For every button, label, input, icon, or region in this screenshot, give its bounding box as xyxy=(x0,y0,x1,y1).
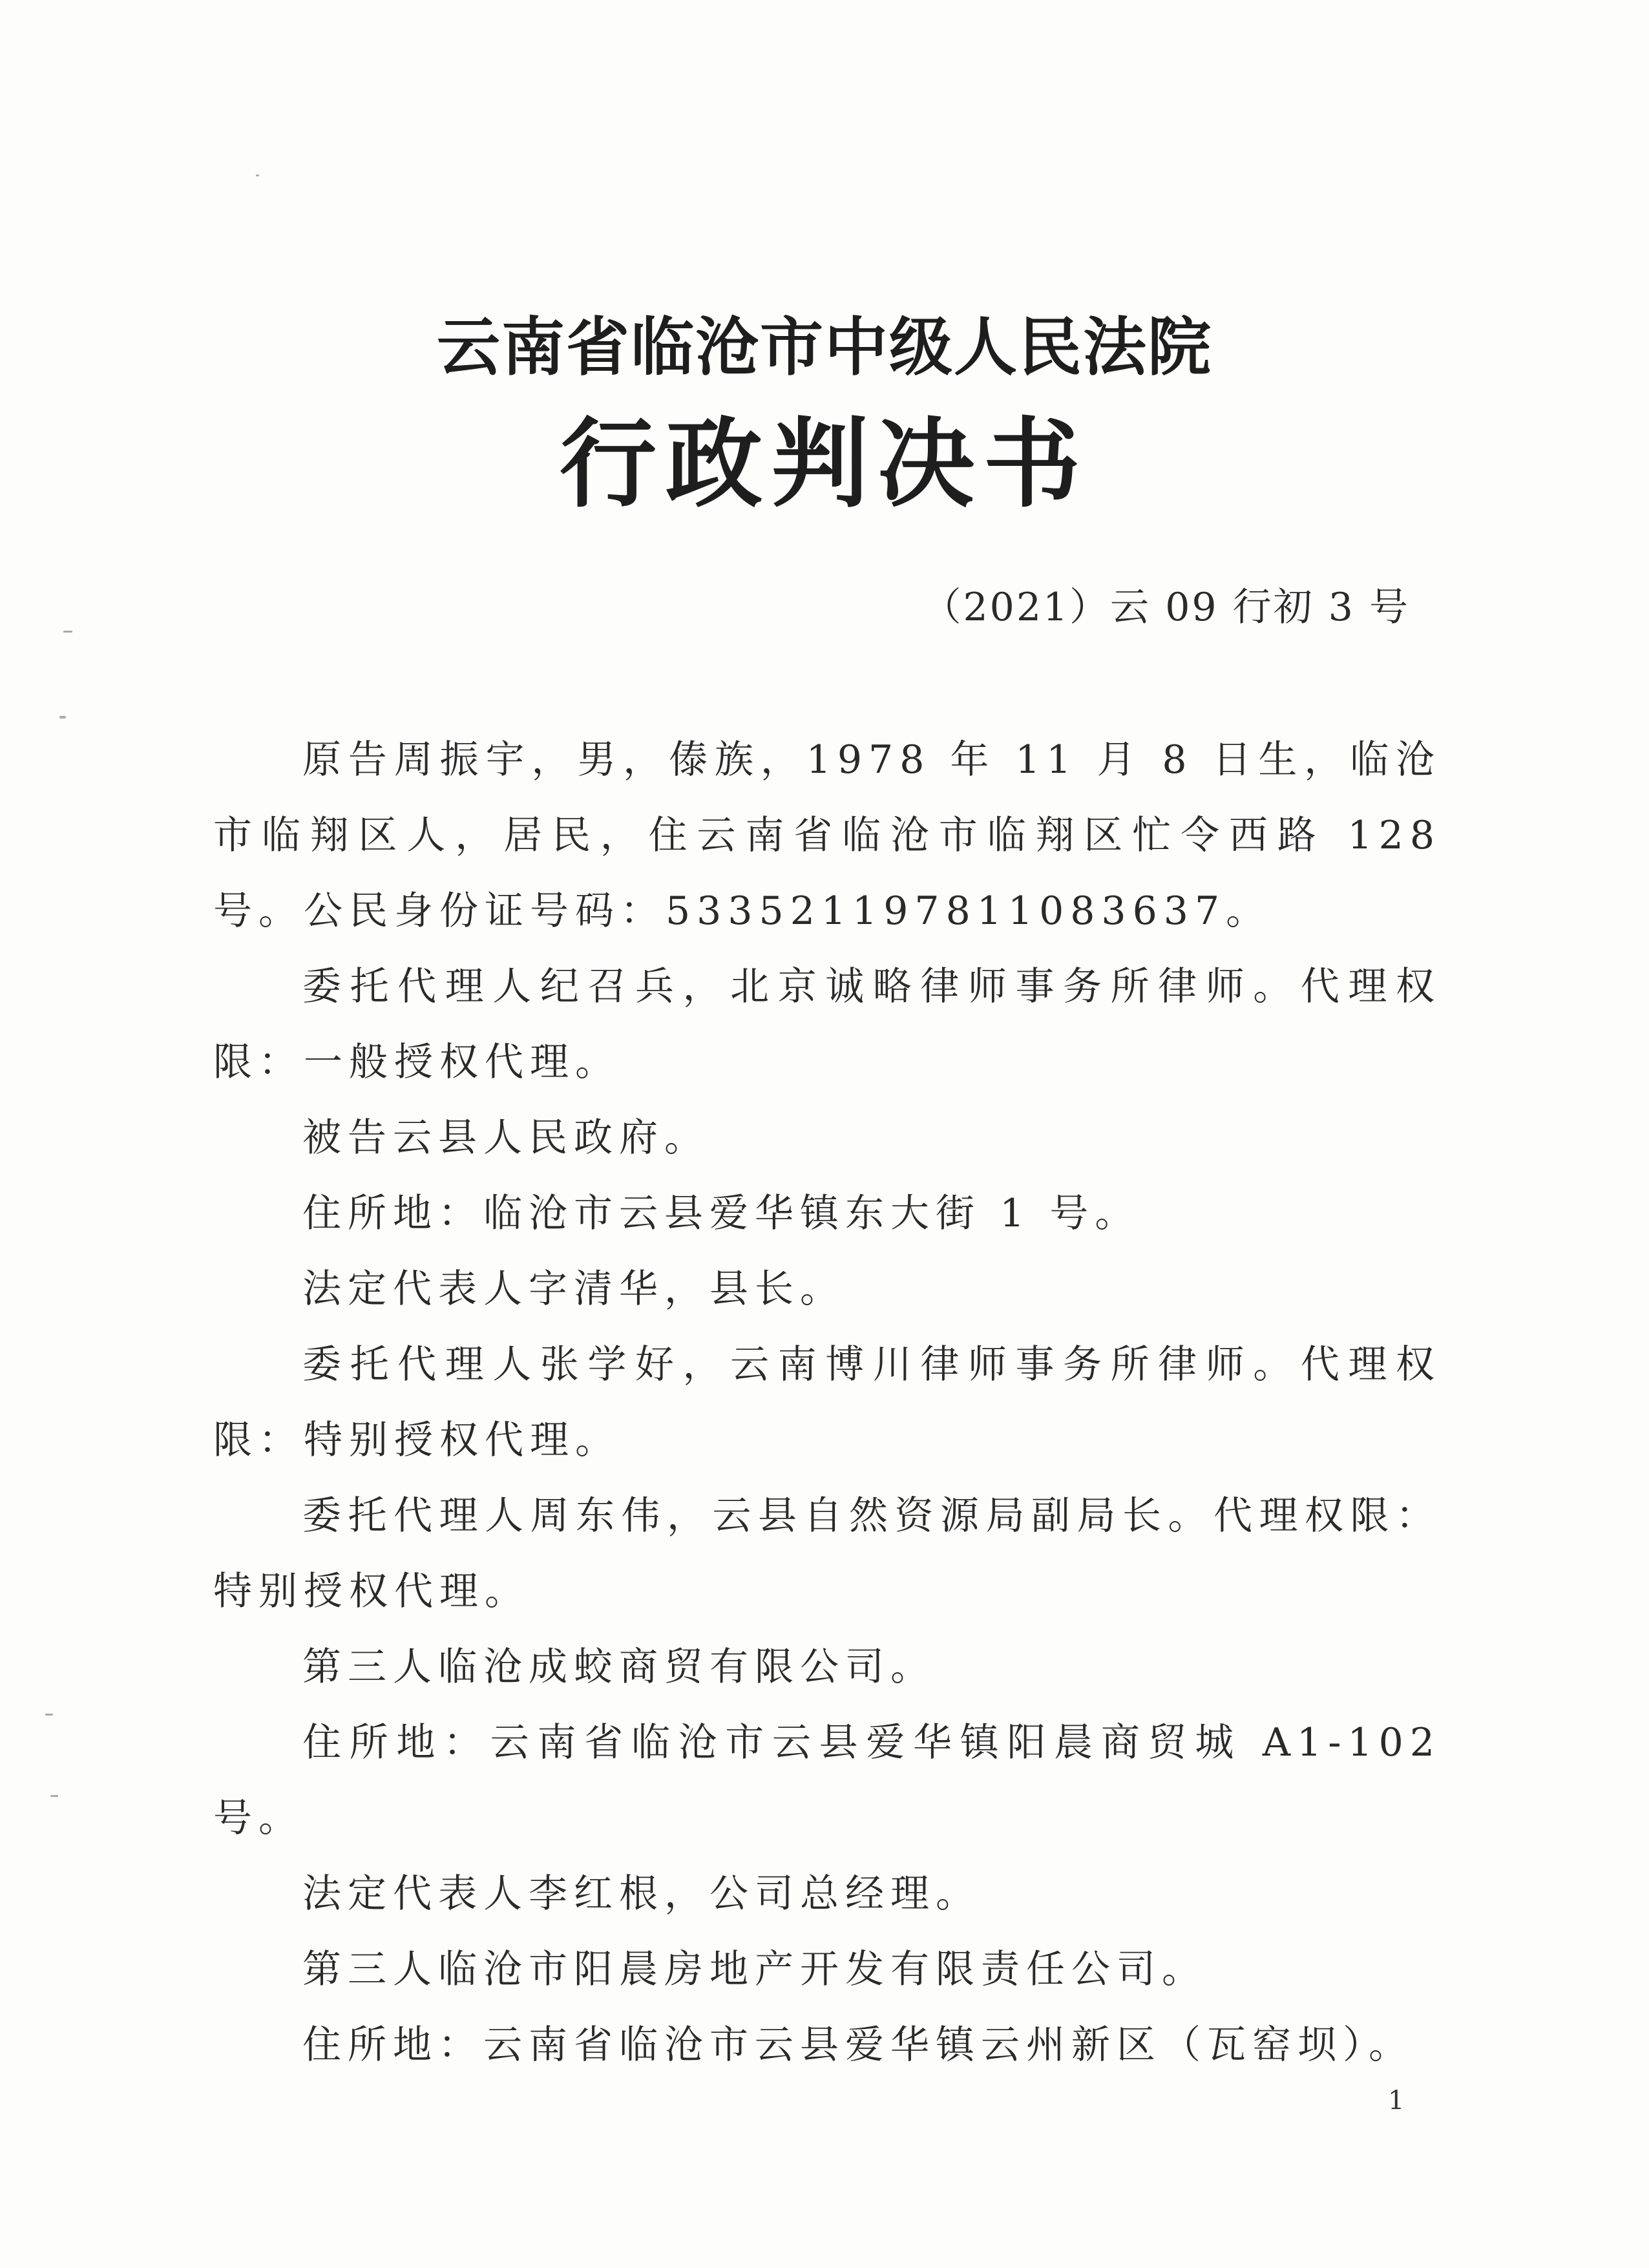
scan-speck xyxy=(59,716,66,719)
paragraph-plaintiff: 原告周振宇，男，傣族，1978 年 11 月 8 日生，临沧市临翔区人，居民，住云南省临沧市临翔区忙令西路 128 号。公民身份证号码：533521197811083637。 xyxy=(213,737,1441,934)
paragraph-third-party-2-address: 住所地：云南省临沧市云县爱华镇云州新区（瓦窑坝）。 xyxy=(302,2022,1414,2068)
paragraph-plaintiff-agent: 委托代理人纪召兵，北京诚略律师事务所律师。代理权限：一般授权代理。 xyxy=(213,964,1441,1085)
scan-speck xyxy=(63,631,72,633)
paragraph-defendant-representative: 法定代表人字清华，县长。 xyxy=(302,1266,845,1312)
paragraph-defendant-address: 住所地：临沧市云县爱华镇东大街 1 号。 xyxy=(302,1191,1140,1236)
paragraph-defendant: 被告云县人民政府。 xyxy=(302,1115,709,1160)
document-body xyxy=(213,722,1441,2083)
court-name-heading: 云南省临沧市中级人民法院 xyxy=(436,310,1212,384)
scan-speck xyxy=(50,1795,58,1797)
scan-speck xyxy=(45,1714,53,1716)
paragraph-defendant-agent-1: 委托代理人张学好，云南博川律师事务所律师。代理权限：特别授权代理。 xyxy=(213,1342,1441,1463)
scan-speck xyxy=(256,174,259,176)
paragraph-third-party-1-representative: 法定代表人李红根，公司总经理。 xyxy=(302,1871,981,1916)
paragraph-third-party-1: 第三人临沧成蛟商贸有限公司。 xyxy=(302,1644,936,1690)
case-number: （2021）云 09 行初 3 号 xyxy=(922,585,1410,630)
paragraph-third-party-1-address: 住所地：云南省临沧市云县爱华镇阳晨商贸城 A1-102 号。 xyxy=(213,1720,1441,1841)
page-number: 1 xyxy=(1388,2086,1405,2116)
document-title: 行政判决书 xyxy=(559,407,1089,521)
paragraph-third-party-2: 第三人临沧市阳晨房地产开发有限责任公司。 xyxy=(302,1947,1207,1992)
paragraph-defendant-agent-2: 委托代理人周东伟，云县自然资源局副局长。代理权限：特别授权代理。 xyxy=(213,1493,1441,1614)
